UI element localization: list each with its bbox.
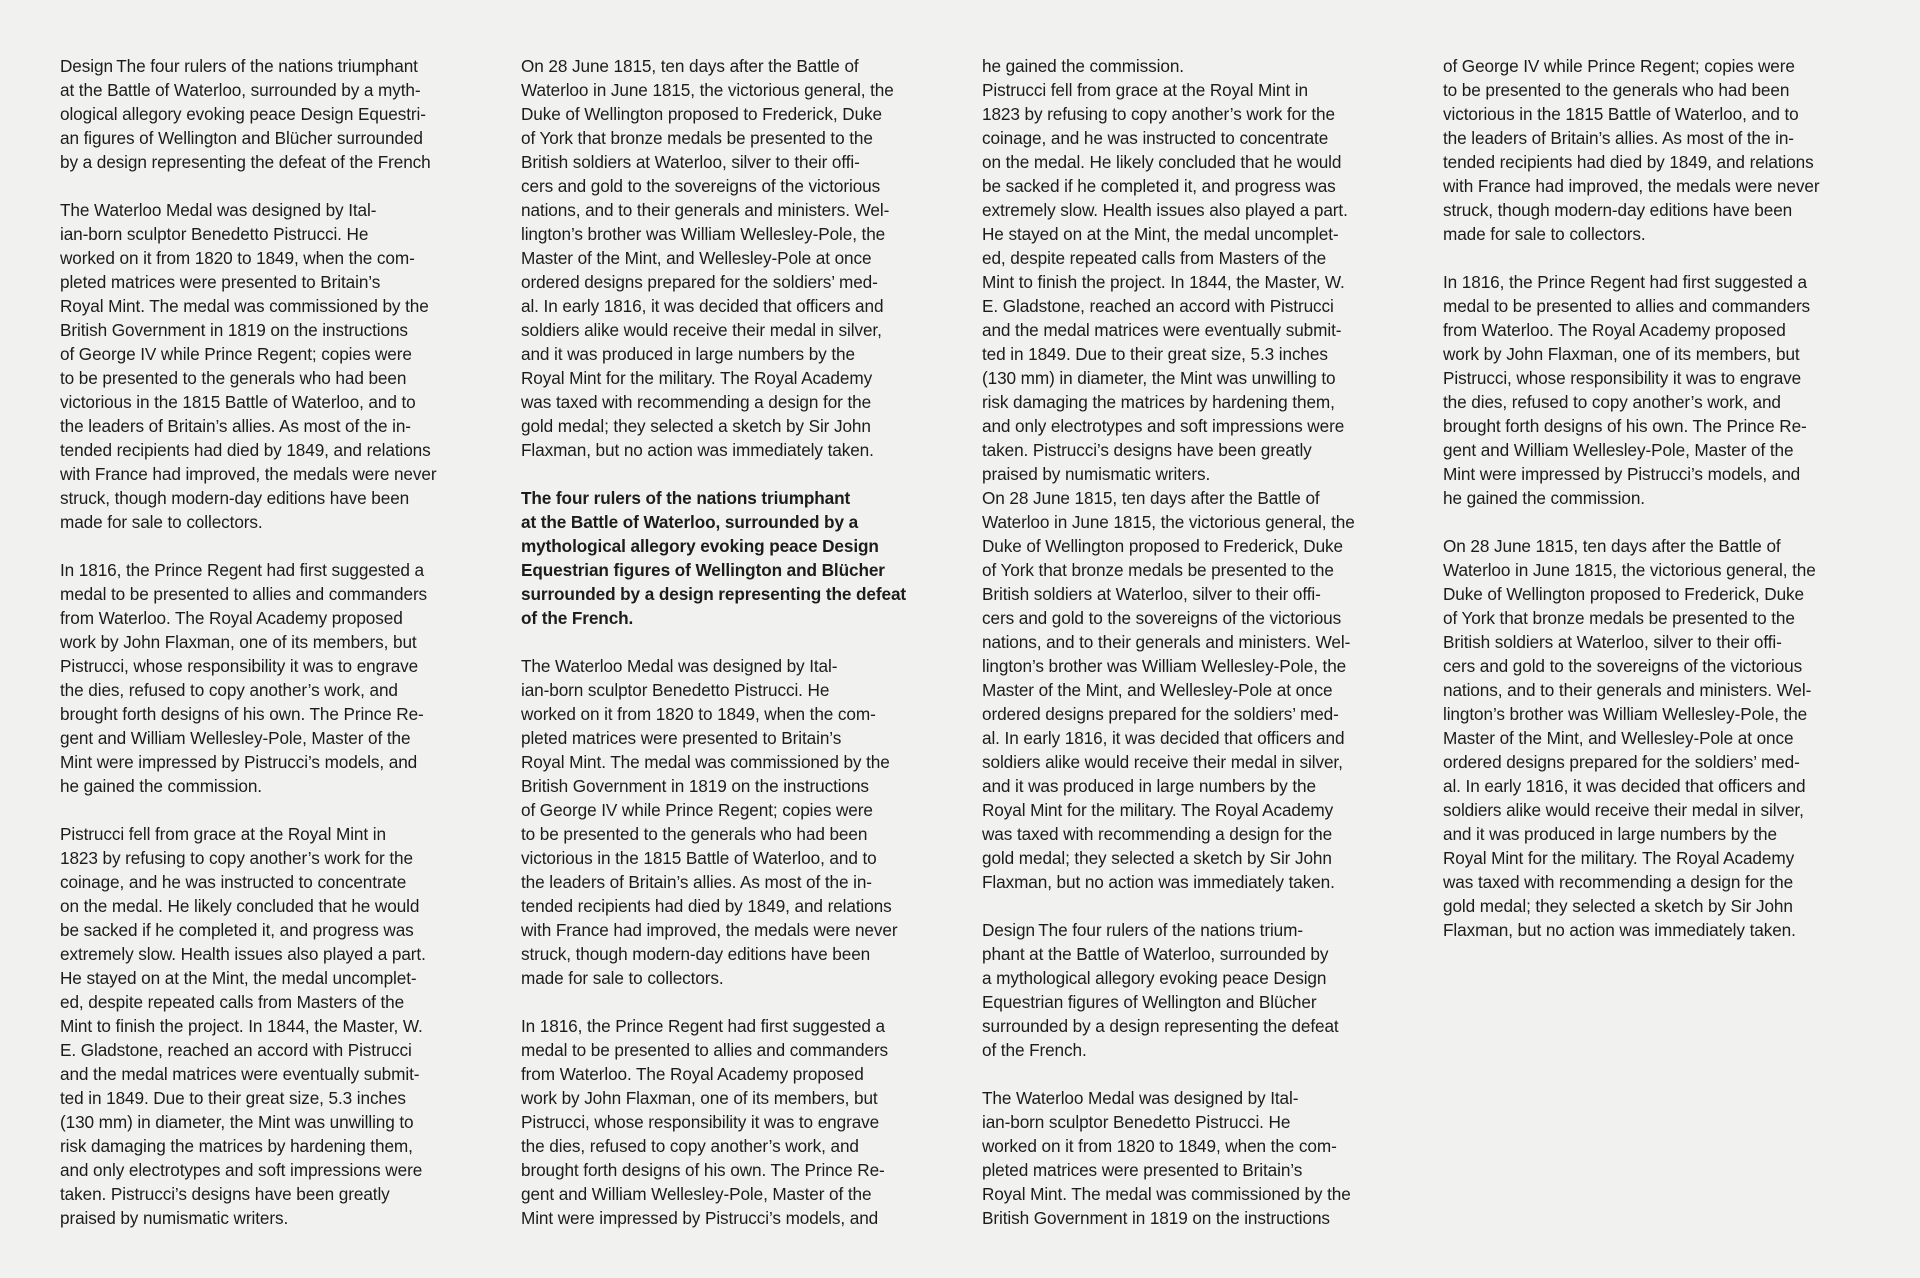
paragraph-pistrucci-fall: Pistrucci fell from grace at the Royal Mint in 1823 by refusing to copy another’s work for the coinage, and he was instructed to concentrate on the medal. He likely concluded that he would be sacked if he completed it, and progress was extremely slow. Health issues also played a part. He stayed on at the Mint, the medal uncomplet- ed, despite repeated calls from Masters of the Mint to finish the project. In 1844, the Master, W. E. Gladstone, reached an accord with Pistrucci and the medal matrices were eventually submit- ted in 1849. Due to their great size, 5.3 inches (130 mm) in diameter, the Mint was unwilling to risk damaging the matrices by hardening them, and only electrotypes and soft impressions were taken. Pistrucci’s designs have been greatly praised by numismatic writers.: [982, 80, 1348, 484]
text-column-4: [1443, 54, 1873, 966]
text-column-3: [982, 54, 1412, 1254]
paragraph-design-caption: Design The four rulers of the nations trium- phant at the Battle of Waterloo, surrounded by a mythological allegory evoking peace Design Equestrian figures of Wellington and Blücher surrounded by a design representing the defeat of the French.: [982, 920, 1339, 1060]
paragraph-design-caption: Design The four rulers of the nations triumphant at the Battle of Waterloo, surrounded by a myth- ological allegory evoking peace Design Equestri- an figures of Wellington and Blücher surrounded by a design representing the defeat of the French: [60, 56, 431, 172]
paragraph-medal-origin: The Waterloo Medal was designed by Ital- ian-born sculptor Benedetto Pistrucci. He worked on it from 1820 to 1849, when the com- pleted matrices were presented to Britain’s Royal Mint. The medal was commissioned by the British Government in 1819 on the instructions: [982, 1088, 1351, 1228]
paragraph-wellington-proposal: On 28 June 1815, ten days after the Battle of Waterloo in June 1815, the victorious general, the Duke of Wellington proposed to Frederick, Duke of York that bronze medals be presented to the British soldiers at Waterloo, silver to their offi- cers and gold to the sovereigns of the victorious nations, and to their generals and ministers. Wel- lington’s brother was William Wellesley-Pole, the Master of the Mint, and Wellesley-Pole at once ordered designs prepared for the soldiers’ med- al. In early 1816, it was decided that officers and soldiers alike would receive their medal in silver, and it was produced in large numbers by the Royal Mint for the military. The Royal Academy was taxed with recommending a design for the gold medal; they selected a sketch by Sir John Flaxman, but no action was immediately taken.: [521, 56, 894, 460]
paragraph-design-caption-bold: The four rulers of the nations triumphant at the Battle of Waterloo, surrounded by a mythological allegory evoking peace Design Equestrian figures of Wellington and Blücher surrounded by a design representing the defeat of the French.: [521, 488, 907, 628]
paragraph-medal-origin: The Waterloo Medal was designed by Ital- ian-born sculptor Benedetto Pistrucci. He worked on it from 1820 to 1849, when the com- pleted matrices were presented to Britain’s Royal Mint. The medal was commissioned by the British Government in 1819 on the instructions of George IV while Prince Regent; copies were to be presented to the generals who had been victorious in the 1815 Battle of Waterloo, and to the leaders of Britain’s allies. As most of the in- tended recipients had died by 1849, and relations with France had improved, the medals were never struck, though modern-day editions have been made for sale to collectors.: [521, 656, 898, 988]
text-column-2: [521, 54, 951, 1254]
paragraph-wellington-proposal: On 28 June 1815, ten days after the Battle of Waterloo in June 1815, the victorious general, the Duke of Wellington proposed to Frederick, Duke of York that bronze medals be presented to the British soldiers at Waterloo, silver to their offi- cers and gold to the sovereigns of the victorious nations, and to their generals and ministers. Wel- lington’s brother was William Wellesley-Pole, the Master of the Mint, and Wellesley-Pole at once ordered designs prepared for the soldiers’ med- al. In early 1816, it was decided that officers and soldiers alike would receive their medal in silver, and it was produced in large numbers by the Royal Mint for the military. The Royal Academy was taxed with recommending a design for the gold medal; they selected a sketch by Sir John Flaxman, but no action was immediately taken.: [1443, 536, 1816, 940]
paragraph-pistrucci-fall: Pistrucci fell from grace at the Royal Mint in 1823 by refusing to copy another’s work for the coinage, and he was instructed to concentrate on the medal. He likely concluded that he would be sacked if he completed it, and progress was extremely slow. Health issues also played a part. He stayed on at the Mint, the medal uncomplet- ed, despite repeated calls from Masters of the Mint to finish the project. In 1844, the Master, W. E. Gladstone, reached an accord with Pistrucci and the medal matrices were eventually submit- ted in 1849. Due to their great size, 5.3 inches (130 mm) in diameter, the Mint was unwilling to risk damaging the matrices by hardening them, and only electrotypes and soft impressions were taken. Pistrucci’s designs have been greatly praised by numismatic writers.: [60, 824, 426, 1228]
paragraph-prince-regent: In 1816, the Prince Regent had first suggested a medal to be presented to allies and commanders from Waterloo. The Royal Academy proposed work by John Flaxman, one of its members, but Pistrucci, whose responsibility it was to engrave the dies, refused to copy another’s work, and brought forth designs of his own. The Prince Re- gent and William Wellesley-Pole, Master of the Mint were impressed by Pistrucci’s models, and he gained the commission.: [1443, 272, 1811, 508]
text-column-1: [60, 54, 490, 1254]
paragraph-prince-regent: In 1816, the Prince Regent had first suggested a medal to be presented to allies and commanders from Waterloo. The Royal Academy proposed work by John Flaxman, one of its members, but Pistrucci, whose responsibility it was to engrave the dies, refused to copy another’s work, and brought forth designs of his own. The Prince Re- gent and William Wellesley-Pole, Master of the Mint were impressed by Pistrucci’s models, and he gained the commission.: [60, 560, 428, 796]
paragraph-continued: he gained the commission.: [982, 56, 1184, 76]
paragraph-medal-origin: The Waterloo Medal was designed by Ital- ian-born sculptor Benedetto Pistrucci. He worked on it from 1820 to 1849, when the com- pleted matrices were presented to Britain’s Royal Mint. The medal was commissioned by the British Government in 1819 on the instructions of George IV while Prince Regent; copies were to be presented to the generals who had been victorious in the 1815 Battle of Waterloo, and to the leaders of Britain’s allies. As most of the in- tended recipients had died by 1849, and relations with France had improved, the medals were never struck, though modern-day editions have been made for sale to collectors.: [60, 200, 437, 532]
paragraph-continued: of George IV while Prince Regent; copies were to be presented to the generals who had been victorious in the 1815 Battle of Waterloo, and to the leaders of Britain’s allies. As most of the in- tended recipients had died by 1849, and relations with France had improved, the medals were never struck, though modern-day editions have been made for sale to collectors.: [1443, 56, 1820, 244]
paragraph-wellington-proposal: On 28 June 1815, ten days after the Battle of Waterloo in June 1815, the victorious general, the Duke of Wellington proposed to Frederick, Duke of York that bronze medals be presented to the British soldiers at Waterloo, silver to their offi- cers and gold to the sovereigns of the victorious nations, and to their generals and ministers. Wel- lington’s brother was William Wellesley-Pole, the Master of the Mint, and Wellesley-Pole at once ordered designs prepared for the soldiers’ med- al. In early 1816, it was decided that officers and soldiers alike would receive their medal in silver, and it was produced in large numbers by the Royal Mint for the military. The Royal Academy was taxed with recommending a design for the gold medal; they selected a sketch by Sir John Flaxman, but no action was immediately taken.: [982, 488, 1355, 892]
paragraph-prince-regent: In 1816, the Prince Regent had first suggested a medal to be presented to allies and commanders from Waterloo. The Royal Academy proposed work by John Flaxman, one of its members, but Pistrucci, whose responsibility it was to engrave the dies, refused to copy another’s work, and brought forth designs of his own. The Prince Re- gent and William Wellesley-Pole, Master of the Mint were impressed by Pistrucci’s models, and: [521, 1016, 889, 1228]
